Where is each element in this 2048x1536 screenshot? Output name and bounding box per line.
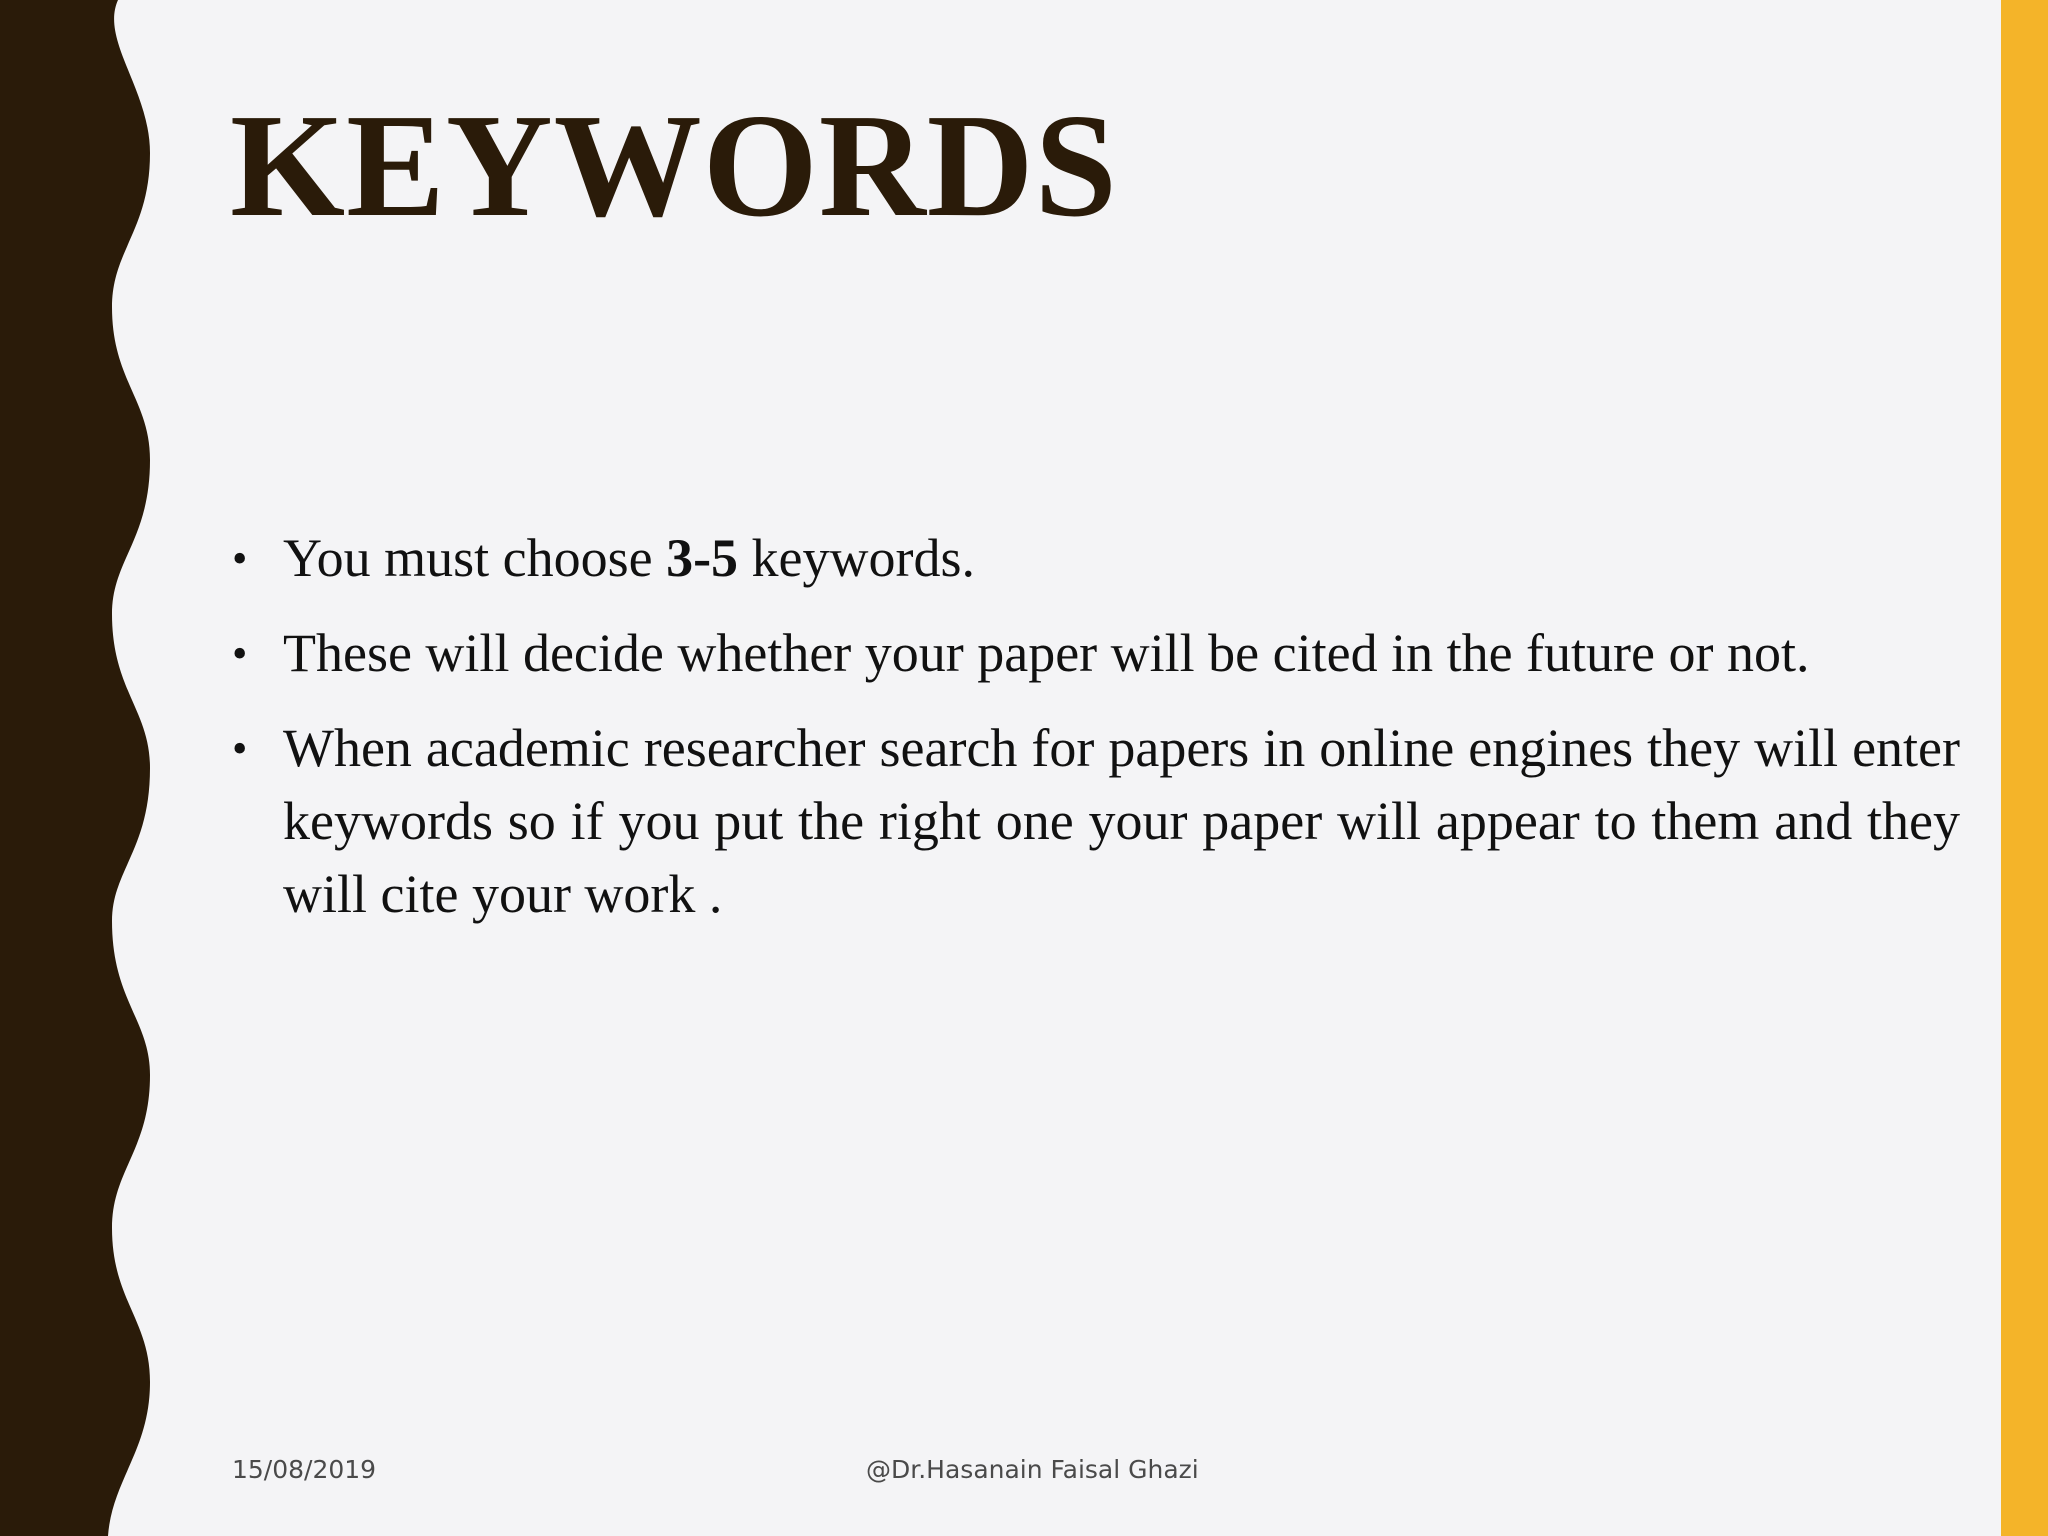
bullet-bold-range: 3-5 [666, 528, 739, 588]
footer-date: 15/08/2019 [232, 1455, 377, 1484]
bullet-item [232, 617, 1960, 690]
bullet-item [232, 712, 1960, 931]
footer-author: @Dr.Hasanain Faisal Ghazi [866, 1455, 1199, 1484]
bullet-text: When academic researcher search for papers in online engines they will enter keywords so if you put the right one your paper will appear to them and they will cite your work . [283, 718, 1960, 924]
bullet-item [232, 522, 1960, 595]
bullet-marker: • [232, 629, 248, 678]
wave-shape [0, 0, 150, 1536]
bullet-text: These will decide whether your paper will be cited in the future or not. [283, 623, 1810, 683]
bullet-list [232, 522, 1960, 953]
decorative-wave-band [0, 0, 160, 1536]
bullet-marker: • [232, 534, 248, 583]
accent-bar [2001, 0, 2048, 1536]
slide-title: KEYWORDS [230, 84, 1118, 248]
bullet-text-before: You must choose [283, 528, 667, 588]
bullet-text-after: keywords. [738, 528, 976, 588]
bullet-marker: • [232, 724, 248, 773]
